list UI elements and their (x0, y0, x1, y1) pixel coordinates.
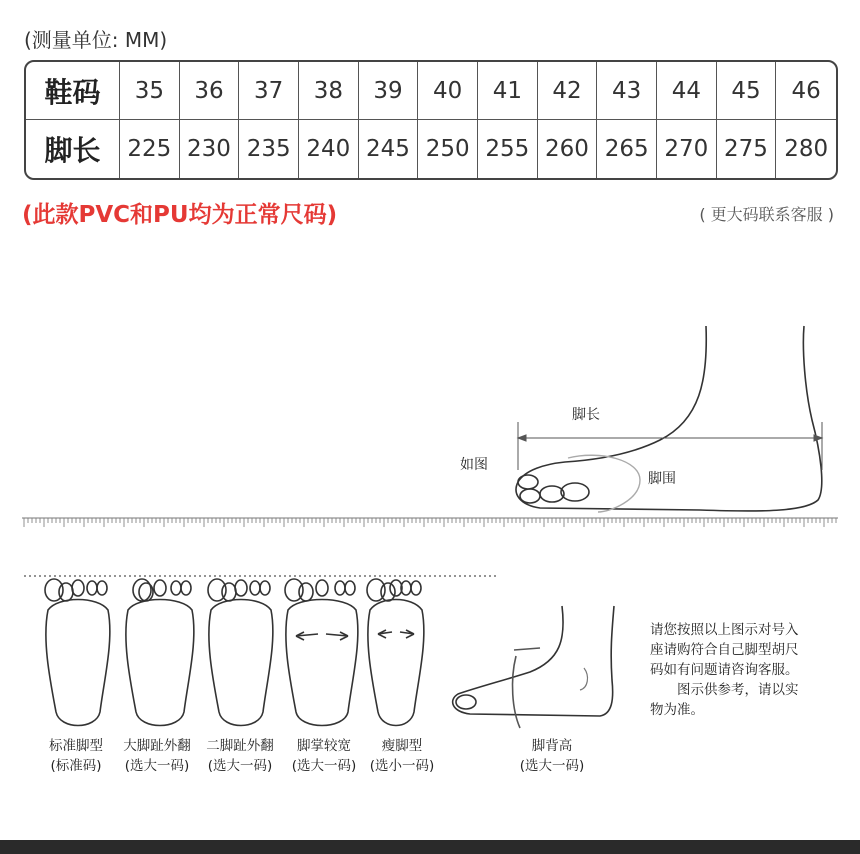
toe-outline (260, 581, 270, 595)
table-row-header: 鞋码 (26, 62, 120, 120)
foot-outline (286, 600, 358, 726)
toe-outline (316, 580, 328, 596)
foot-caption (34, 736, 118, 776)
table-cell-size: 35 (120, 62, 180, 120)
toe-outline (97, 581, 107, 595)
toe-outline (222, 583, 236, 601)
toe-outline (154, 580, 166, 596)
instep-name: 脚背高 (531, 738, 573, 754)
material-note: (此款PVC和PU均为正常尺码) (22, 202, 338, 228)
instructions-line2: 图示供参考，请以实物为准。 (650, 682, 799, 718)
toe-outline (181, 581, 191, 595)
foot-caption (360, 736, 444, 776)
toe-outline (133, 579, 151, 601)
width-arrow (296, 632, 318, 640)
table-cell-size: 45 (717, 62, 777, 120)
bottom-bar (0, 840, 860, 854)
table-cell-size: 39 (359, 62, 419, 120)
table-cell-length: 265 (597, 120, 657, 178)
foot-type-name: 脚掌较宽 (297, 738, 351, 754)
table-cell-length: 260 (538, 120, 598, 178)
table-cell-length: 230 (180, 120, 240, 178)
table-cell-size: 41 (478, 62, 538, 120)
girth-label: 脚围 (648, 471, 676, 487)
table-cell-length: 270 (657, 120, 717, 178)
table-cell-length: 225 (120, 120, 180, 178)
ruler (22, 518, 838, 527)
width-arrow (326, 632, 348, 640)
table-cell-length: 245 (359, 120, 419, 178)
toe-outline (235, 580, 247, 596)
foot-type-advice: (选大一码) (124, 758, 190, 774)
length-label: 脚长 (572, 407, 600, 423)
size-table (24, 60, 838, 180)
toe-outline (299, 583, 313, 601)
table-cell-size: 44 (657, 62, 717, 120)
instep-advice: (选大一码) (519, 758, 585, 774)
toe-outline (345, 581, 355, 595)
table-cell-length: 255 (478, 120, 538, 178)
width-arrow (378, 630, 392, 638)
toe-outline (59, 583, 73, 601)
table-cell-length: 240 (299, 120, 359, 178)
foot-type-advice: (标准码) (50, 758, 102, 774)
foot-type-name: 标准脚型 (49, 738, 103, 754)
table-cell-size: 36 (180, 62, 240, 120)
foot-type-name: 大脚趾外翻 (123, 738, 191, 754)
table-cell-length: 250 (418, 120, 478, 178)
instep-caption (510, 736, 594, 776)
table-cell-size: 37 (239, 62, 299, 120)
foot-outline (46, 600, 110, 726)
instep-foot-illustration (453, 606, 614, 728)
foot-caption (115, 736, 199, 776)
table-cell-length: 235 (239, 120, 299, 178)
table-row-header: 脚长 (26, 120, 120, 178)
foot-caption (282, 736, 366, 776)
table-cell-length: 275 (717, 120, 777, 178)
toe-outline (171, 581, 181, 595)
toe-outline (250, 581, 260, 595)
table-cell-size: 43 (597, 62, 657, 120)
toe-outline (72, 580, 84, 596)
contact-note: ( 更大码联系客服 ) (699, 205, 834, 224)
table-cell-size: 38 (299, 62, 359, 120)
foot-outline (126, 600, 194, 726)
table-cell-size: 46 (776, 62, 836, 120)
foot-type-name: 瘦脚型 (381, 738, 423, 754)
foot-type-advice: (选大一码) (207, 758, 273, 774)
toe-outline (411, 581, 421, 595)
foot-type-advice: (选大一码) (291, 758, 357, 774)
toe-outline (87, 581, 97, 595)
table-cell-length: 280 (784, 136, 829, 162)
instructions-line1: 请您按照以上图示对号入座请购符合自己脚型胡尺码如有问题请咨询客服。 (650, 622, 799, 678)
instructions (650, 620, 810, 720)
table-cell-size: 42 (538, 62, 598, 120)
unit-label: (测量单位: MM) (24, 28, 168, 52)
toe-outline (381, 583, 395, 601)
foot-type-advice: (选小一码) (369, 758, 435, 774)
foot-type-illustrations (45, 579, 424, 726)
width-arrow (400, 630, 414, 638)
foot-outline (209, 600, 273, 726)
toe-outline (335, 581, 345, 595)
foot-outline (368, 600, 424, 726)
foot-type-name: 二脚趾外翻 (206, 738, 274, 754)
table-cell-size: 40 (418, 62, 478, 120)
figure-label: 如图 (460, 457, 488, 473)
foot-caption (198, 736, 282, 776)
